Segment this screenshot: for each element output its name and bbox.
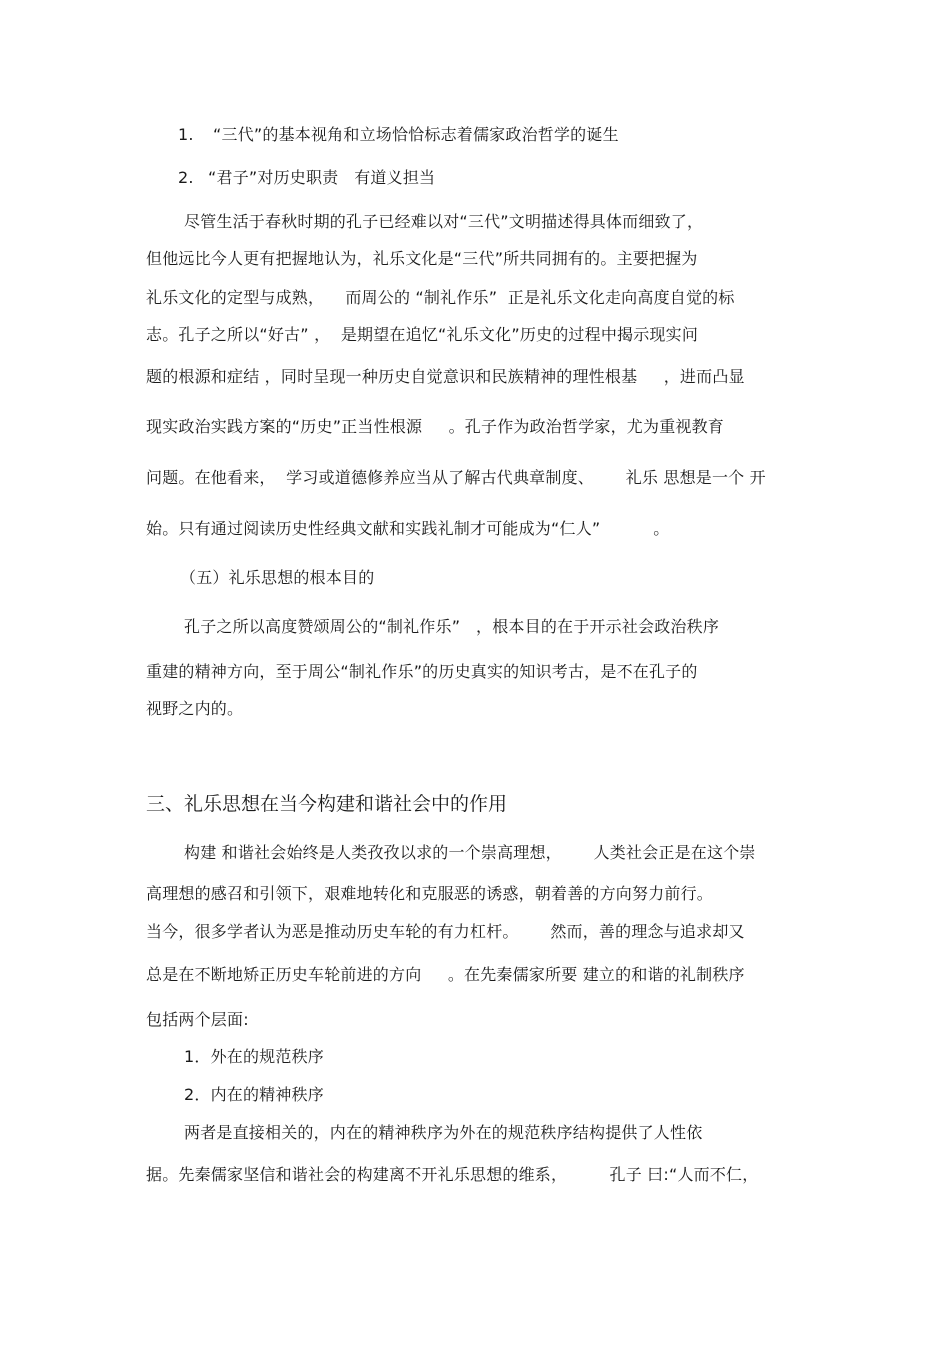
paragraph-line: 题的根源和症结 ，同时呈现一种历史自觉意识和民族精神的理性根基 ，进而凸显 bbox=[146, 367, 745, 386]
list-item: 2．内在的精神秩序 bbox=[184, 1085, 324, 1104]
list-item-text: “君子”对历史职责 有道义担当 bbox=[208, 168, 436, 187]
paragraph-line: 据。先秦儒家坚信和谐社会的构建离不开礼乐思想的维系， 孔子 曰:“人而不仁， bbox=[146, 1165, 759, 1184]
paragraph-line: 孔子之所以高度赞颂周公的“制礼作乐” ，根本目的在于开示社会政治秩序 bbox=[184, 617, 720, 636]
list-item: 1．外在的规范秩序 bbox=[184, 1047, 324, 1066]
list-item-text: “三代”的基本视角和立场恰恰标志着儒家政治哲学的诞生 bbox=[213, 125, 619, 144]
paragraph-line: 重建的精神方向，至于周公“制礼作乐”的历史真实的知识考古，是不在孔子的 bbox=[146, 662, 698, 681]
paragraph-line: 高理想的感召和引领下，艰难地转化和克服恶的诱惑，朝着善的方向努力前行。 bbox=[146, 884, 714, 903]
paragraph-line: 视野之内的。 bbox=[146, 699, 244, 718]
sub-heading: （五）礼乐思想的根本目的 bbox=[180, 568, 375, 587]
paragraph-line: 问题。在他看来， 学习或道德修养应当从了解古代典章制度、 礼乐 思想是一个 开 bbox=[146, 468, 766, 487]
list-item-number: 1. bbox=[178, 125, 194, 144]
paragraph-line: 总是在不断地矫正历史车轮前进的方向 。在先秦儒家所要 建立的和谐的礼制秩序 bbox=[146, 965, 745, 984]
list-item-number: 2. bbox=[178, 168, 194, 187]
paragraph-line: 始。只有通过阅读历史性经典文献和实践礼制才可能成为“仁人” 。 bbox=[146, 519, 670, 538]
paragraph-line: 尽管生活于春秋时期的孔子已经难以对“三代”文明描述得具体而细致了， bbox=[184, 212, 704, 231]
paragraph-line: 包括两个层面: bbox=[146, 1010, 249, 1029]
paragraph-line: 但他远比今人更有把握地认为，礼乐文化是“三代”所共同拥有的。主要把握为 bbox=[146, 249, 698, 268]
paragraph-line: 现实政治实践方案的“历史”正当性根源 。孔子作为政治哲学家，尤为重视教育 bbox=[146, 417, 725, 436]
section-heading: 三、礼乐思想在当今构建和谐社会中的作用 bbox=[146, 793, 508, 815]
paragraph-line: 志。孔子之所以“好古” ， 是期望在追忆“礼乐文化”历史的过程中揭示现实问 bbox=[146, 325, 699, 344]
paragraph-line: 构建 和谐社会始终是人类孜孜以求的一个崇高理想， 人类社会正是在这个崇 bbox=[184, 843, 756, 862]
paragraph-line: 两者是直接相关的，内在的精神秩序为外在的规范秩序结构提供了人性依 bbox=[184, 1123, 703, 1142]
paragraph-line: 当今，很多学者认为恶是推动历史车轮的有力杠杆。 然而，善的理念与追求却又 bbox=[146, 922, 745, 941]
paragraph-line: 礼乐文化的定型与成熟， 而周公的 “制礼作乐” 正是礼乐文化走向高度自觉的标 bbox=[146, 288, 735, 307]
